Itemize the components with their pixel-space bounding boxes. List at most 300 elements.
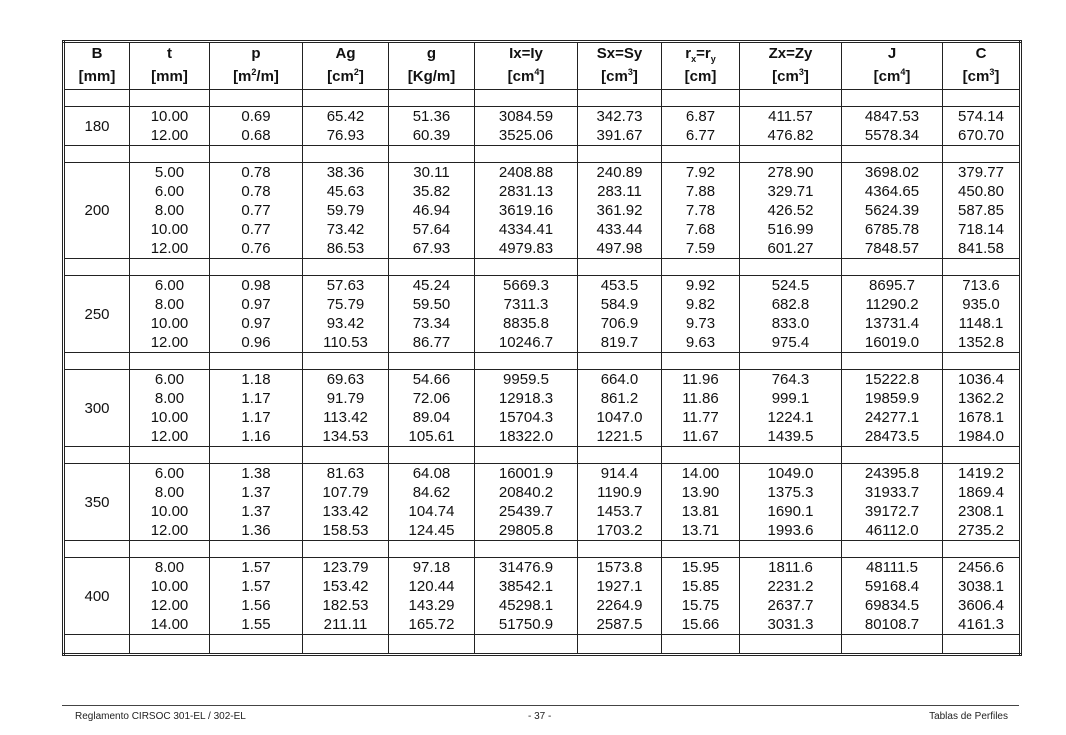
empty-cell — [303, 259, 389, 276]
cell-j: 7848.57 — [842, 239, 943, 259]
cell-rx: 11.67 — [662, 427, 740, 447]
cell-zx: 2231.2 — [740, 577, 842, 596]
cell-g: 124.45 — [389, 521, 475, 541]
cell-zx: 278.90 — [740, 163, 842, 183]
cell-ix: 51750.9 — [475, 615, 578, 635]
cell-p: 0.76 — [210, 239, 303, 259]
cell-c: 3606.4 — [943, 596, 1021, 615]
cell-sx: 453.5 — [578, 276, 662, 296]
empty-cell — [475, 447, 578, 464]
cell-rx: 7.68 — [662, 220, 740, 239]
cell-rx: 13.90 — [662, 483, 740, 502]
cell-rx: 9.82 — [662, 295, 740, 314]
cell-j: 48111.5 — [842, 558, 943, 578]
table-row — [64, 427, 1021, 447]
empty-cell — [943, 541, 1021, 558]
table-row — [64, 295, 1021, 314]
empty-cell — [303, 90, 389, 107]
empty-cell — [475, 146, 578, 163]
cell-zx: 1993.6 — [740, 521, 842, 541]
empty-cell — [475, 90, 578, 107]
table-row — [64, 370, 1021, 390]
empty-cell — [303, 146, 389, 163]
table-row — [64, 201, 1021, 220]
empty-cell — [475, 635, 578, 655]
cell-c: 713.6 — [943, 276, 1021, 296]
empty-cell — [130, 635, 210, 655]
cell-g: 30.11 — [389, 163, 475, 183]
cell-rx: 7.88 — [662, 182, 740, 201]
footer-left: Reglamento CIRSOC 301-EL / 302-EL — [75, 711, 246, 722]
cell-rx: 14.00 — [662, 464, 740, 484]
empty-cell — [578, 259, 662, 276]
cell-zx: 682.8 — [740, 295, 842, 314]
cell-sx: 361.92 — [578, 201, 662, 220]
cell-rx: 9.73 — [662, 314, 740, 333]
empty-cell — [130, 541, 210, 558]
cell-ag: 45.63 — [303, 182, 389, 201]
cell-t: 12.00 — [130, 596, 210, 615]
cell-sx: 1190.9 — [578, 483, 662, 502]
cell-g: 120.44 — [389, 577, 475, 596]
spacer-row — [64, 541, 1021, 558]
cell-ag: 81.63 — [303, 464, 389, 484]
empty-cell — [475, 259, 578, 276]
empty-cell — [578, 90, 662, 107]
cell-t: 10.00 — [130, 107, 210, 127]
empty-cell — [303, 447, 389, 464]
table-row — [64, 502, 1021, 521]
table-header — [64, 42, 1021, 90]
cell-sx: 2264.9 — [578, 596, 662, 615]
cell-ag: 211.11 — [303, 615, 389, 635]
cell-p: 0.77 — [210, 201, 303, 220]
empty-cell — [64, 353, 130, 370]
empty-cell — [578, 447, 662, 464]
cell-g: 105.61 — [389, 427, 475, 447]
table-row — [64, 558, 1021, 578]
cell-t: 6.00 — [130, 276, 210, 296]
cell-rx: 11.96 — [662, 370, 740, 390]
empty-cell — [130, 353, 210, 370]
cell-zx: 1439.5 — [740, 427, 842, 447]
spacer-row — [64, 146, 1021, 163]
empty-cell — [740, 146, 842, 163]
cell-g: 54.66 — [389, 370, 475, 390]
cell-zx: 2637.7 — [740, 596, 842, 615]
table-row — [64, 163, 1021, 183]
cell-p: 0.78 — [210, 182, 303, 201]
empty-cell — [130, 90, 210, 107]
empty-cell — [389, 259, 475, 276]
cell-zx: 516.99 — [740, 220, 842, 239]
cell-sx: 283.11 — [578, 182, 662, 201]
cell-ix: 7311.3 — [475, 295, 578, 314]
empty-cell — [578, 541, 662, 558]
cell-ix: 18322.0 — [475, 427, 578, 447]
cell-ag: 134.53 — [303, 427, 389, 447]
cell-zx: 3031.3 — [740, 615, 842, 635]
table-row — [64, 314, 1021, 333]
empty-cell — [303, 353, 389, 370]
cell-j: 4364.65 — [842, 182, 943, 201]
cell-c: 1678.1 — [943, 408, 1021, 427]
cell-j: 69834.5 — [842, 596, 943, 615]
cell-b: 300 — [64, 370, 130, 447]
cell-b: 350 — [64, 464, 130, 541]
cell-c: 1362.2 — [943, 389, 1021, 408]
cell-g: 51.36 — [389, 107, 475, 127]
empty-cell — [943, 635, 1021, 655]
cell-rx: 11.77 — [662, 408, 740, 427]
cell-j: 3698.02 — [842, 163, 943, 183]
empty-cell — [943, 447, 1021, 464]
cell-ag: 75.79 — [303, 295, 389, 314]
cell-rx: 7.78 — [662, 201, 740, 220]
cell-rx: 15.95 — [662, 558, 740, 578]
cell-g: 59.50 — [389, 295, 475, 314]
empty-cell — [943, 353, 1021, 370]
cell-c: 574.14 — [943, 107, 1021, 127]
cell-ix: 8835.8 — [475, 314, 578, 333]
cell-sx: 819.7 — [578, 333, 662, 353]
empty-cell — [389, 146, 475, 163]
cell-g: 97.18 — [389, 558, 475, 578]
cell-ix: 31476.9 — [475, 558, 578, 578]
table-row — [64, 408, 1021, 427]
cell-ag: 107.79 — [303, 483, 389, 502]
cell-j: 5578.34 — [842, 126, 943, 146]
cell-j: 31933.7 — [842, 483, 943, 502]
cell-g: 57.64 — [389, 220, 475, 239]
empty-cell — [64, 541, 130, 558]
cell-ag: 133.42 — [303, 502, 389, 521]
table-row — [64, 276, 1021, 296]
cell-c: 2308.1 — [943, 502, 1021, 521]
empty-cell — [64, 146, 130, 163]
cell-p: 0.68 — [210, 126, 303, 146]
cell-zx: 476.82 — [740, 126, 842, 146]
cell-t: 5.00 — [130, 163, 210, 183]
cell-ag: 86.53 — [303, 239, 389, 259]
empty-cell — [842, 146, 943, 163]
cell-ag: 182.53 — [303, 596, 389, 615]
cell-rx: 15.85 — [662, 577, 740, 596]
cell-ix: 3084.59 — [475, 107, 578, 127]
empty-cell — [740, 353, 842, 370]
cell-ag: 57.63 — [303, 276, 389, 296]
spacer-row — [64, 90, 1021, 107]
cell-sx: 433.44 — [578, 220, 662, 239]
empty-cell — [210, 259, 303, 276]
cell-c: 4161.3 — [943, 615, 1021, 635]
cell-g: 46.94 — [389, 201, 475, 220]
unit-zx: $[cm^3]$ — [740, 64, 842, 90]
cell-sx: 664.0 — [578, 370, 662, 390]
cell-j: 24277.1 — [842, 408, 943, 427]
empty-cell — [662, 447, 740, 464]
cell-p: 1.17 — [210, 408, 303, 427]
cell-c: 3038.1 — [943, 577, 1021, 596]
cell-sx: 914.4 — [578, 464, 662, 484]
cell-ix: 3619.16 — [475, 201, 578, 220]
cell-j: 4847.53 — [842, 107, 943, 127]
empty-cell — [475, 353, 578, 370]
cell-t: 12.00 — [130, 239, 210, 259]
empty-cell — [740, 259, 842, 276]
cell-p: 0.96 — [210, 333, 303, 353]
cell-ix: 29805.8 — [475, 521, 578, 541]
cell-sx: 584.9 — [578, 295, 662, 314]
empty-cell — [578, 146, 662, 163]
cell-c: 1352.8 — [943, 333, 1021, 353]
cell-zx: 1224.1 — [740, 408, 842, 427]
cell-zx: 329.71 — [740, 182, 842, 201]
cell-zx: 833.0 — [740, 314, 842, 333]
cell-zx: 1811.6 — [740, 558, 842, 578]
unit-t: [mm] — [130, 64, 210, 90]
cell-j: 28473.5 — [842, 427, 943, 447]
cell-g: 165.72 — [389, 615, 475, 635]
cell-ix: 5669.3 — [475, 276, 578, 296]
cell-t: 12.00 — [130, 333, 210, 353]
cell-j: 15222.8 — [842, 370, 943, 390]
cell-ag: 65.42 — [303, 107, 389, 127]
empty-cell — [130, 146, 210, 163]
cell-rx: 9.63 — [662, 333, 740, 353]
cell-t: 6.00 — [130, 182, 210, 201]
cell-p: 1.37 — [210, 483, 303, 502]
cell-t: 10.00 — [130, 220, 210, 239]
cell-j: 19859.9 — [842, 389, 943, 408]
empty-cell — [662, 90, 740, 107]
cell-rx: 7.59 — [662, 239, 740, 259]
cell-c: 2735.2 — [943, 521, 1021, 541]
cell-ag: 93.42 — [303, 314, 389, 333]
cell-p: 1.57 — [210, 558, 303, 578]
table-row — [64, 333, 1021, 353]
page-number: - 37 - — [528, 711, 552, 722]
header-rx: $r_x=r_y$ — [662, 42, 740, 65]
cell-sx: 861.2 — [578, 389, 662, 408]
cell-c: 935.0 — [943, 295, 1021, 314]
cell-b: 400 — [64, 558, 130, 635]
cell-g: 73.34 — [389, 314, 475, 333]
cell-t: 10.00 — [130, 408, 210, 427]
footer-divider — [62, 705, 1019, 706]
cell-j: 5624.39 — [842, 201, 943, 220]
cell-rx: 15.75 — [662, 596, 740, 615]
cell-t: 8.00 — [130, 483, 210, 502]
empty-cell — [130, 447, 210, 464]
empty-cell — [210, 146, 303, 163]
empty-cell — [842, 353, 943, 370]
cell-ag: 73.42 — [303, 220, 389, 239]
cell-ag: 153.42 — [303, 577, 389, 596]
cell-c: 379.77 — [943, 163, 1021, 183]
cell-ag: 123.79 — [303, 558, 389, 578]
header-ag: Ag — [303, 42, 389, 65]
cell-t: 10.00 — [130, 577, 210, 596]
spacer-row — [64, 635, 1021, 655]
cell-ix: 20840.2 — [475, 483, 578, 502]
cell-p: 1.17 — [210, 389, 303, 408]
empty-cell — [662, 635, 740, 655]
cell-ix: 10246.7 — [475, 333, 578, 353]
cell-zx: 411.57 — [740, 107, 842, 127]
empty-cell — [943, 146, 1021, 163]
cell-rx: 7.92 — [662, 163, 740, 183]
unit-j: $[cm^4]$ — [842, 64, 943, 90]
cell-t: 8.00 — [130, 389, 210, 408]
cell-p: 1.56 — [210, 596, 303, 615]
empty-cell — [740, 447, 842, 464]
unit-p: $[m^2/m]$ — [210, 64, 303, 90]
table-row — [64, 107, 1021, 127]
header-ix: Ix=Iy — [475, 42, 578, 65]
cell-p: 0.97 — [210, 295, 303, 314]
cell-g: 72.06 — [389, 389, 475, 408]
cell-ag: 76.93 — [303, 126, 389, 146]
cell-sx: 1047.0 — [578, 408, 662, 427]
cell-j: 13731.4 — [842, 314, 943, 333]
unit-ag: $[cm^2]$ — [303, 64, 389, 90]
cell-c: 1984.0 — [943, 427, 1021, 447]
cell-sx: 391.67 — [578, 126, 662, 146]
cell-p: 0.98 — [210, 276, 303, 296]
cell-rx: 13.71 — [662, 521, 740, 541]
unit-g: [Kg/m] — [389, 64, 475, 90]
empty-cell — [210, 635, 303, 655]
header-t: t — [130, 42, 210, 65]
cell-rx: 9.92 — [662, 276, 740, 296]
spacer-row — [64, 353, 1021, 370]
cell-c: 1869.4 — [943, 483, 1021, 502]
unit-rx: [cm] — [662, 64, 740, 90]
table-row — [64, 389, 1021, 408]
cell-j: 16019.0 — [842, 333, 943, 353]
cell-p: 1.57 — [210, 577, 303, 596]
cell-j: 59168.4 — [842, 577, 943, 596]
cell-sx: 240.89 — [578, 163, 662, 183]
cell-zx: 1690.1 — [740, 502, 842, 521]
spacer-row — [64, 259, 1021, 276]
cell-c: 587.85 — [943, 201, 1021, 220]
empty-cell — [662, 146, 740, 163]
unit-c: $[cm^3]$ — [943, 64, 1021, 90]
cell-b: 200 — [64, 163, 130, 259]
cell-c: 718.14 — [943, 220, 1021, 239]
cell-g: 35.82 — [389, 182, 475, 201]
cell-sx: 706.9 — [578, 314, 662, 333]
empty-cell — [662, 541, 740, 558]
empty-cell — [943, 259, 1021, 276]
cell-zx: 524.5 — [740, 276, 842, 296]
cell-g: 89.04 — [389, 408, 475, 427]
cell-g: 64.08 — [389, 464, 475, 484]
header-c: C — [943, 42, 1021, 65]
empty-cell — [130, 259, 210, 276]
cell-zx: 764.3 — [740, 370, 842, 390]
cell-p: 0.78 — [210, 163, 303, 183]
empty-cell — [475, 541, 578, 558]
cell-c: 1148.1 — [943, 314, 1021, 333]
cell-t: 6.00 — [130, 464, 210, 484]
cell-sx: 1453.7 — [578, 502, 662, 521]
cell-ag: 38.36 — [303, 163, 389, 183]
cell-t: 8.00 — [130, 201, 210, 220]
cell-ag: 110.53 — [303, 333, 389, 353]
empty-cell — [662, 259, 740, 276]
cell-p: 1.36 — [210, 521, 303, 541]
table-row — [64, 483, 1021, 502]
cell-ix: 3525.06 — [475, 126, 578, 146]
cell-g: 86.77 — [389, 333, 475, 353]
table-row — [64, 577, 1021, 596]
empty-cell — [740, 635, 842, 655]
empty-cell — [389, 635, 475, 655]
cell-sx: 1927.1 — [578, 577, 662, 596]
cell-c: 1036.4 — [943, 370, 1021, 390]
cell-j: 24395.8 — [842, 464, 943, 484]
empty-cell — [740, 90, 842, 107]
cell-sx: 1573.8 — [578, 558, 662, 578]
cell-b: 250 — [64, 276, 130, 353]
empty-cell — [662, 353, 740, 370]
cell-ix: 2831.13 — [475, 182, 578, 201]
empty-cell — [578, 635, 662, 655]
cell-sx: 1221.5 — [578, 427, 662, 447]
profiles-table — [62, 40, 1022, 656]
cell-p: 0.77 — [210, 220, 303, 239]
cell-g: 60.39 — [389, 126, 475, 146]
empty-cell — [64, 635, 130, 655]
cell-zx: 975.4 — [740, 333, 842, 353]
header-symbols-row — [64, 42, 1021, 65]
cell-sx: 1703.2 — [578, 521, 662, 541]
empty-cell — [389, 353, 475, 370]
cell-rx: 15.66 — [662, 615, 740, 635]
cell-ix: 45298.1 — [475, 596, 578, 615]
cell-g: 45.24 — [389, 276, 475, 296]
cell-ag: 69.63 — [303, 370, 389, 390]
unit-b: [mm] — [64, 64, 130, 90]
cell-t: 14.00 — [130, 615, 210, 635]
cell-p: 1.18 — [210, 370, 303, 390]
cell-t: 8.00 — [130, 295, 210, 314]
cell-p: 1.55 — [210, 615, 303, 635]
cell-p: 1.37 — [210, 502, 303, 521]
cell-rx: 13.81 — [662, 502, 740, 521]
cell-p: 0.97 — [210, 314, 303, 333]
empty-cell — [842, 90, 943, 107]
empty-cell — [389, 90, 475, 107]
cell-ix: 16001.9 — [475, 464, 578, 484]
header-g: g — [389, 42, 475, 65]
cell-p: 1.16 — [210, 427, 303, 447]
header-b: B — [64, 42, 130, 65]
header-j: J — [842, 42, 943, 65]
cell-zx: 1375.3 — [740, 483, 842, 502]
empty-cell — [64, 259, 130, 276]
table-row — [64, 615, 1021, 635]
table-row — [64, 596, 1021, 615]
empty-cell — [210, 541, 303, 558]
header-zx: Zx=Zy — [740, 42, 842, 65]
cell-zx: 601.27 — [740, 239, 842, 259]
empty-cell — [210, 447, 303, 464]
empty-cell — [740, 541, 842, 558]
